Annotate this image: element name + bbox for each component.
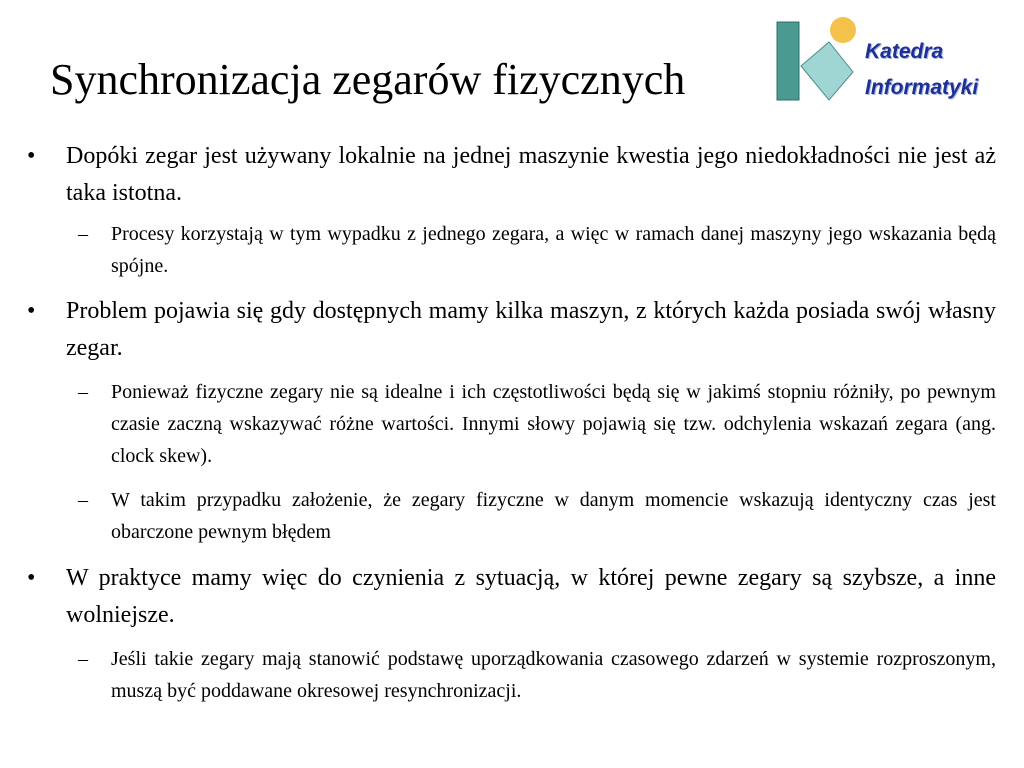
slide-title: Synchronizacja zegarów fizycznych — [50, 55, 686, 104]
sub-bullet-text: W takim przypadku założenie, że zegary fizyczne w danym momencie wskazują identyczny czas jest obarczone pewnym błędem — [111, 489, 996, 543]
sub-bullet-text: Jeśli takie zegary mają stanowić podstawę uporządkowania czasowego zdarzeń w systemie rozproszonym, muszą być poddawane okresowej resynchronizacji. — [111, 648, 996, 702]
bullet-text: Problem pojawia się gdy dostępnych mamy kilka maszyn, z których każda posiada swój własny zegar. — [66, 298, 996, 361]
bullet-marker: • — [27, 565, 36, 591]
bullet-marker: • — [27, 298, 36, 324]
sub-bullet-marker: – — [78, 489, 88, 511]
logo-text-informatyki: Informatyki — [865, 76, 979, 99]
logo-text-katedra: Katedra — [865, 40, 944, 63]
bullet-marker: • — [27, 143, 36, 169]
bullet-text: W praktyce mamy więc do czynienia z sytuacją, w której pewne zegary są szybsze, a inne wolniejsze. — [66, 565, 996, 628]
sub-bullet-text: Procesy korzystają w tym wypadku z jednego zegara, a więc w ramach danej maszyny jego wskazania będą spójne. — [111, 223, 996, 277]
sub-bullet-marker: – — [78, 381, 88, 403]
bullet-text: Dopóki zegar jest używany lokalnie na jednej maszynie kwestia jego niedokładności nie jest aż taka istotna. — [66, 143, 996, 206]
sub-bullet-text: Ponieważ fizyczne zegary nie są idealne i ich częstotliwości będą się w jakimś stopniu różniły, po pewnym czasie zaczną wskazywać różne wartości. Innymi słowy pojawią się tzw. odchylenia wskazań zegara (ang. clock skew). — [111, 381, 996, 467]
sub-bullet-marker: – — [78, 648, 88, 670]
sub-bullet-marker: – — [78, 223, 88, 245]
